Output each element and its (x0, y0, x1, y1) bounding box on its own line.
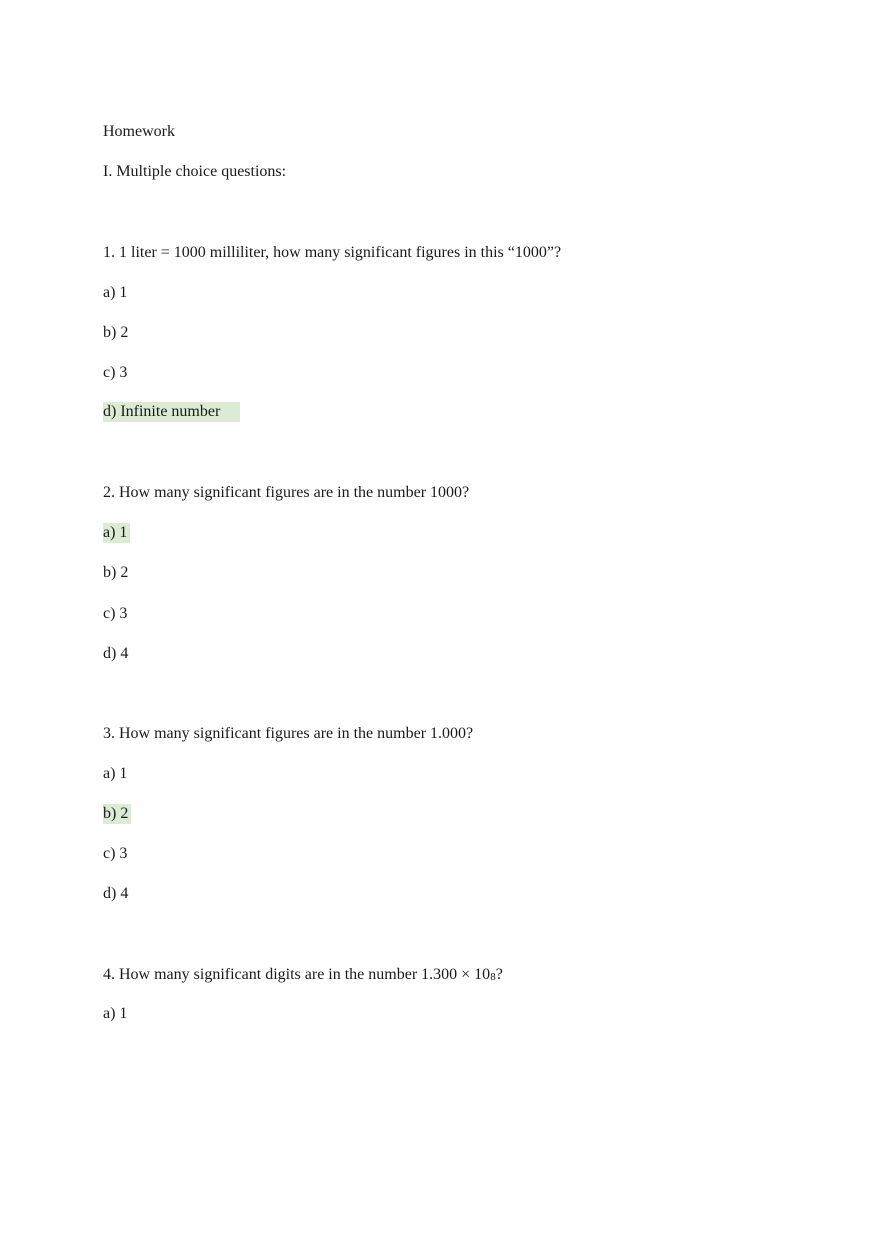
question-4-exponent: 8 (490, 971, 496, 983)
question-4-stem-end: ? (495, 966, 503, 983)
question-1-option-b: b) 2 (103, 324, 129, 341)
question-4-stem (103, 965, 503, 986)
question-3-option-a: a) 1 (103, 765, 128, 782)
question-2-option-c: c) 3 (103, 605, 128, 622)
question-4-stem-text: 4. How many significant digits are in the number 1.300 × 10 (103, 966, 491, 983)
question-3-option-b-highlighted: b) 2 (103, 804, 131, 824)
question-2-option-a-highlighted: a) 1 (103, 523, 130, 543)
section-heading: I. Multiple choice questions: (103, 163, 287, 180)
question-1-option-d-row (103, 402, 240, 422)
question-1-option-d-highlighted: d) Infinite number (103, 402, 240, 422)
question-2-option-d: d) 4 (103, 645, 129, 662)
question-2-option-a-row (103, 523, 130, 543)
question-4-option-a: a) 1 (103, 1005, 128, 1022)
question-1-stem: 1. 1 liter = 1000 milliliter, how many significant figures in this “1000”? (103, 244, 562, 261)
question-3-option-b-row (103, 804, 131, 824)
question-3-option-d: d) 4 (103, 885, 129, 902)
question-2-option-b: b) 2 (103, 564, 129, 581)
question-3-option-c: c) 3 (103, 845, 128, 862)
question-2-stem: 2. How many significant figures are in the number 1000? (103, 484, 470, 501)
question-3-stem: 3. How many significant figures are in the number 1.000? (103, 725, 474, 742)
question-1-option-a: a) 1 (103, 284, 128, 301)
question-1-option-c: c) 3 (103, 364, 128, 381)
document-title: Homework (103, 123, 175, 140)
